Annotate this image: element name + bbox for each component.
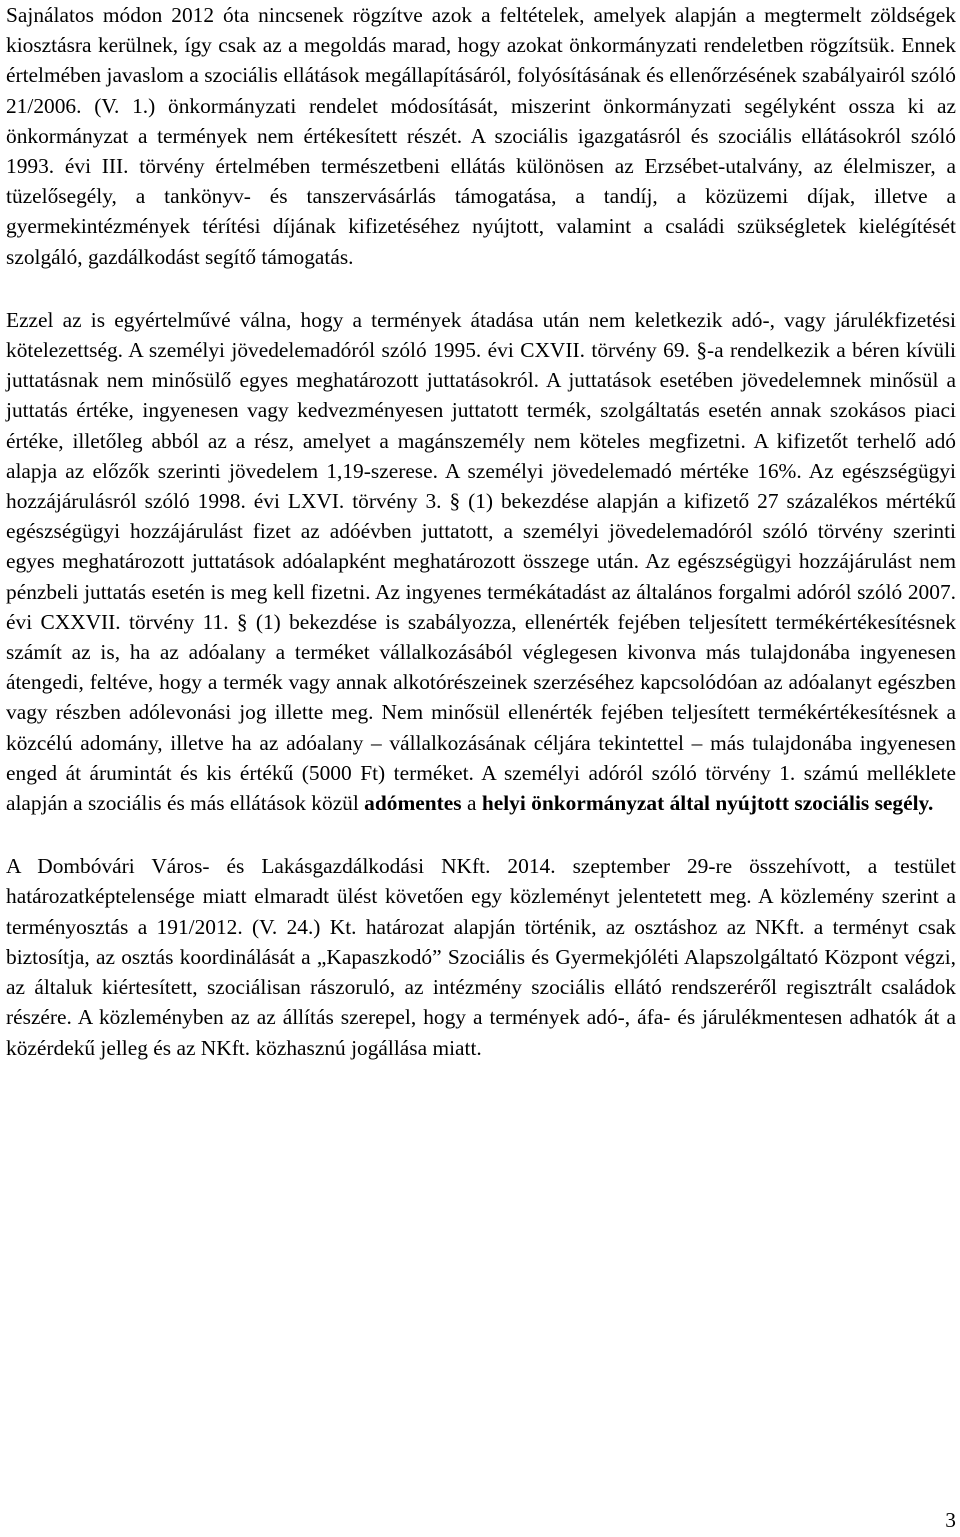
- paragraph-2-connector: a: [461, 791, 482, 816]
- paragraph-2-bold-adomentes: adómentes: [364, 791, 462, 816]
- paragraph-1: Sajnálatos módon 2012 óta nincsenek rögzítve azok a feltételek, amelyek alapján a megtermelt zöldségek kiosztásra kerülnek, így csak az a megoldás marad, hogy azokat önkormányzati rendeletben rögzítsük. Ennek értelmében javaslom a szociális ellátások megállapításáról, folyósításának és ellenőrzésének szabályairól szóló 21/2006. (V. 1.) önkormányzati rendelet módosítását, miszerint önkormányzati segélyként ossza ki az önkormányzat a termények nem értékesített részét. A szociális igazgatásról és szociális ellátásokról szóló 1993. évi III. törvény értelmében természetbeni ellátás különösen az Erzsébet-utalvány, az élelmiszer, a tüzelősegély, a tankönyv- és tanszervásárlás támogatása, a tandíj, a közüzemi díjak, illetve a gyermekintézmények térítési díjának kifizetéséhez nyújtott, valamint a családi szükségletek kielégítését szolgáló, gazdálkodást segítő támogatás.: [6, 3, 956, 269]
- document-page: [6, 0, 956, 1063]
- page-number: 3: [945, 1508, 956, 1532]
- paragraph-2-text: Ezzel az is egyértelművé válna, hogy a termények átadása után nem keletkezik adó-, vagy járulékfizetési kötelezettség. A személyi jövedelemadóról szóló 1995. évi CXVII. törvény 69. §-a rendelkezik a béren kívüli juttatásnak nem minősülő egyes meghatározott juttatásokról. A juttatások esetében jövedelemnek minősül a juttatás értéke, ingyenesen vagy kedvezményesen juttatott termék, szolgáltatás esetén annak szokásos piaci értéke, illetőleg abból az a rész, amelyet a magánszemély nem köteles megfizetni. A kifizetőt terhelő adó alapja az előzők szerinti jövedelem 1,19-szerese. A személyi jövedelemadó mértéke 16%. Az egészségügyi hozzájárulásról szóló 1998. évi LXVI. törvény 3. § (1) bekezdése alapján a kifizető 27 százalékos mértékű egészségügyi hozzájárulást fizet az adóévben juttatott, a személyi jövedelemadóról szóló törvény szerinti egyes meghatározott juttatások adóalapként meghatározott összege után. Az egészségügyi hozzájárulást nem pénzbeli juttatás esetén is meg kell fizetni. Az ingyenes termékátadást az általános forgalmi adóról szóló 2007. évi CXXVII. törvény 11. § (1) bekezdése is szabályozza, ellenérték fejében teljesített termékértékesítésnek számít az is, ha az adóalany a terméket vállalkozásából véglegesen kivonva más tulajdonába ingyenesen átengedi, feltéve, hogy a termék vagy annak alkotórészeinek szerzéséhez kapcsolódóan az adóalanyt egészben vagy részben adólevonási jog illette meg. Nem minősül ellenérték fejében teljesített termékértékesítésnek a közcélú adomány, illetve ha az adóalany – vállalkozásának céljára tekintettel – más tulajdonába ingyenesen enged át árumintát és kis értékű (5000 Ft) terméket. A személyi adóról szóló törvény 1. számú melléklete alapján a szociális és más ellátások közül: [6, 307, 956, 816]
- paragraph-2-bold-segely: helyi önkormányzat által nyújtott szociális segély.: [481, 791, 934, 816]
- paragraph-3: A Dombóvári Város- és Lakásgazdálkodási NKft. 2014. szeptember 29-re összehívott, a testület határozatképtelensége miatt elmaradt ülést követően egy közleményt jelentetett meg. A közlemény szerint a terményosztás a 191/2012. (V. 24.) Kt. határozat alapján történik, az osztáshoz az NKft. a terményt csak biztosítja, az osztás koordinálását a „Kapaszkodó” Szociális és Gyermekjóléti Alapszolgáltató Központ végzi, az általuk kiértesített, szociálisan rászoruló, az intézmény szociális ellátó rendszeréről regisztrált családok részére. A közleményben az az állítás szerepel, hogy a termények adó-, áfa- és járulékmentesen adhatók át a közérdekű jelleg és az NKft. közhasznú jogállása miatt.: [6, 854, 956, 1060]
- paragraph-2: [6, 305, 956, 818]
